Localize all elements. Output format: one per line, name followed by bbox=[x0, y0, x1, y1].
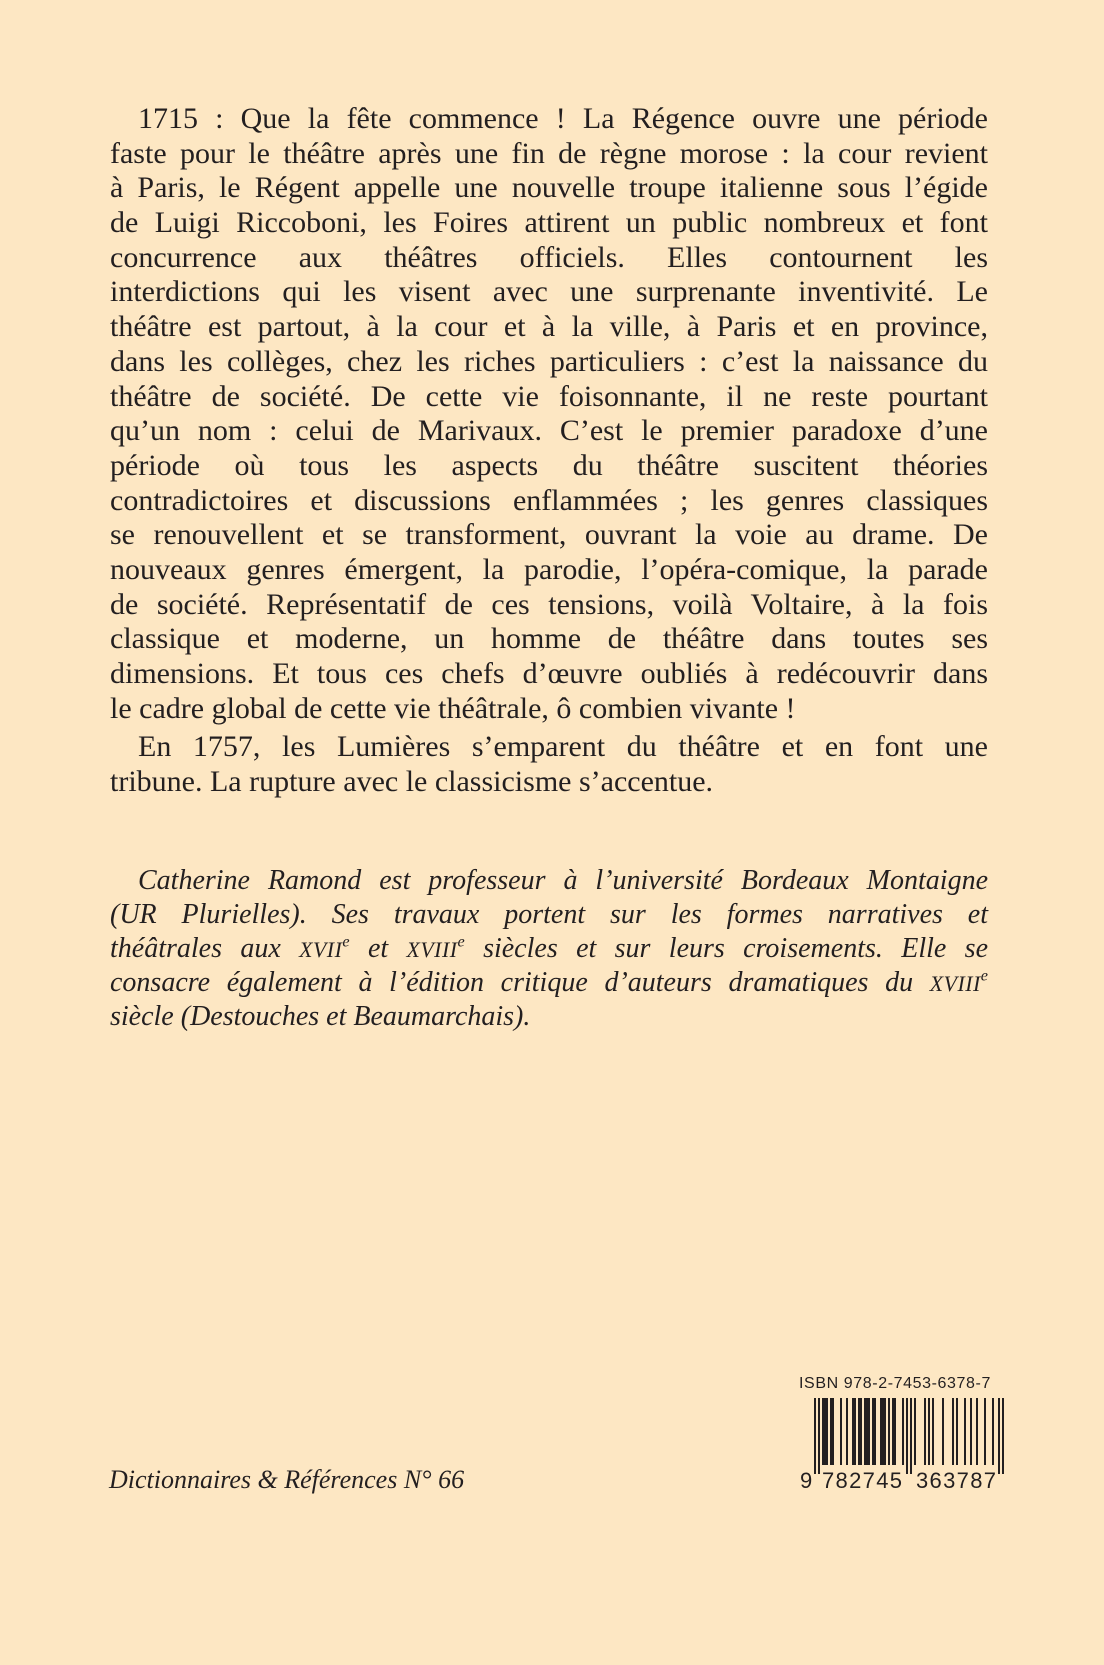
text-line: 1715 : Que la fête commence ! La Régence ouvre une période bbox=[138, 102, 988, 135]
barcode-left-digits: 782745 bbox=[822, 1468, 902, 1493]
barcode-bar bbox=[906, 1398, 908, 1474]
barcode-bar bbox=[942, 1398, 944, 1465]
text-line: nouveaux genres émergent, la parodie, l’opéra-comique, la parade bbox=[110, 552, 988, 586]
text-line: de Luigi Riccoboni, les Foires attirent un public nombreux et font bbox=[110, 206, 988, 240]
barcode-bar bbox=[888, 1398, 890, 1465]
text-line: qu’un nom : celui de Marivaux. C’est le premier paradoxe d’une bbox=[110, 414, 988, 448]
barcode-bar bbox=[910, 1398, 912, 1474]
bio-text: théâtrales aux bbox=[110, 933, 300, 964]
barcode-bar bbox=[846, 1398, 848, 1465]
text-line: dimensions. Et tous ces chefs d’œuvre oubliés à redécouvrir dans bbox=[110, 657, 988, 690]
century-superscript: e bbox=[342, 932, 350, 951]
barcode-right-digits: 363787 bbox=[916, 1468, 996, 1493]
barcode-bar bbox=[976, 1398, 978, 1465]
barcode-bar bbox=[880, 1398, 886, 1465]
bio-text: consacre également à l’édition critique d’auteurs dramatiques du bbox=[110, 967, 930, 998]
barcode-bar bbox=[952, 1398, 954, 1465]
barcode-bar bbox=[852, 1398, 856, 1465]
barcode-bars bbox=[814, 1398, 1004, 1474]
barcode bbox=[798, 1395, 1008, 1495]
text-line: à Paris, le Régent appelle une nouvelle troupe italienne sous l’égide bbox=[110, 171, 988, 205]
text-line: le cadre global de cette vie théâtrale, ô combien vivante ! bbox=[110, 691, 796, 725]
barcode-bar bbox=[984, 1398, 986, 1465]
text-line: période où tous les aspects du théâtre suscitent théories bbox=[110, 448, 988, 482]
barcode-bar bbox=[864, 1398, 870, 1465]
bio-line: Catherine Ramond est professeur à l’université Bordeaux Montaigne bbox=[138, 865, 988, 896]
century-numeral: XVII bbox=[299, 938, 343, 962]
barcode-bar bbox=[818, 1398, 820, 1474]
bio-line bbox=[110, 966, 988, 1000]
text-line: En 1757, les Lumières s’emparent du théâtre et en font une bbox=[138, 730, 988, 763]
century-numeral: XVIII bbox=[929, 972, 981, 996]
text-line: se renouvellent et se transforment, ouvrant la voie au drame. De bbox=[110, 518, 988, 552]
century-superscript: e bbox=[980, 966, 988, 985]
barcode-bar bbox=[964, 1398, 966, 1465]
barcode-bar bbox=[992, 1398, 994, 1465]
barcode-bar bbox=[928, 1398, 930, 1465]
century-superscript: e bbox=[457, 932, 465, 951]
series-title: Dictionnaires & Références N° 66 bbox=[109, 1465, 465, 1494]
barcode-bar bbox=[830, 1398, 834, 1465]
text-line: théâtre de société. De cette vie foisonnante, il ne reste pourtant bbox=[110, 379, 988, 413]
text-line: de société. Représentatif de ces tensions, voilà Voltaire, à la fois bbox=[110, 587, 988, 621]
text-line: tribune. La rupture avec le classicisme s’accentue. bbox=[110, 764, 714, 798]
bio-text: et bbox=[349, 933, 407, 964]
text-line: faste pour le théâtre après une fin de règne morose : la cour revient bbox=[110, 136, 988, 170]
bio-line: siècle (Destouches et Beaumarchais). bbox=[110, 1001, 531, 1032]
text-line: contradictoires et discussions enflammées ; les genres classiques bbox=[110, 483, 988, 517]
barcode-bar bbox=[970, 1398, 972, 1465]
author-bio bbox=[110, 864, 988, 1034]
barcode-bar bbox=[840, 1398, 842, 1465]
text-line: théâtre est partout, à la cour et à la ville, à Paris et en province, bbox=[110, 310, 988, 344]
barcode-bar bbox=[1002, 1398, 1004, 1474]
barcode-bar bbox=[914, 1398, 916, 1465]
text-line: classique et moderne, un homme de théâtre dans toutes ses bbox=[110, 622, 988, 656]
text-line: concurrence aux théâtres officiels. Elles contournent les bbox=[110, 240, 988, 274]
text-line: interdictions qui les visent avec une surprenante inventivité. Le bbox=[110, 275, 988, 309]
barcode-bar bbox=[956, 1398, 958, 1465]
barcode-first-digit: 9 bbox=[800, 1468, 813, 1493]
barcode-bar bbox=[858, 1398, 862, 1465]
description-paragraph-1 bbox=[110, 102, 988, 726]
barcode-bar bbox=[998, 1398, 1000, 1474]
description-paragraph-2 bbox=[110, 730, 988, 799]
bio-line bbox=[110, 932, 988, 966]
isbn-label: ISBN 978-2-7453-6378-7 bbox=[799, 1375, 991, 1392]
bio-line: (UR Plurielles). Ses travaux portent sur les formes narratives et bbox=[110, 899, 988, 930]
barcode-bar bbox=[872, 1398, 876, 1465]
barcode-bar bbox=[932, 1398, 934, 1465]
barcode-bar bbox=[814, 1398, 816, 1474]
bio-text: siècles et sur leurs croisements. Elle se bbox=[464, 933, 988, 964]
barcode-bar bbox=[902, 1398, 904, 1465]
barcode-bar bbox=[892, 1398, 896, 1465]
barcode-bar bbox=[924, 1398, 926, 1465]
century-numeral: XVIII bbox=[406, 938, 458, 962]
barcode-bar bbox=[822, 1398, 828, 1465]
text-line: dans les collèges, chez les riches particuliers : c’est la naissance du bbox=[110, 344, 988, 378]
